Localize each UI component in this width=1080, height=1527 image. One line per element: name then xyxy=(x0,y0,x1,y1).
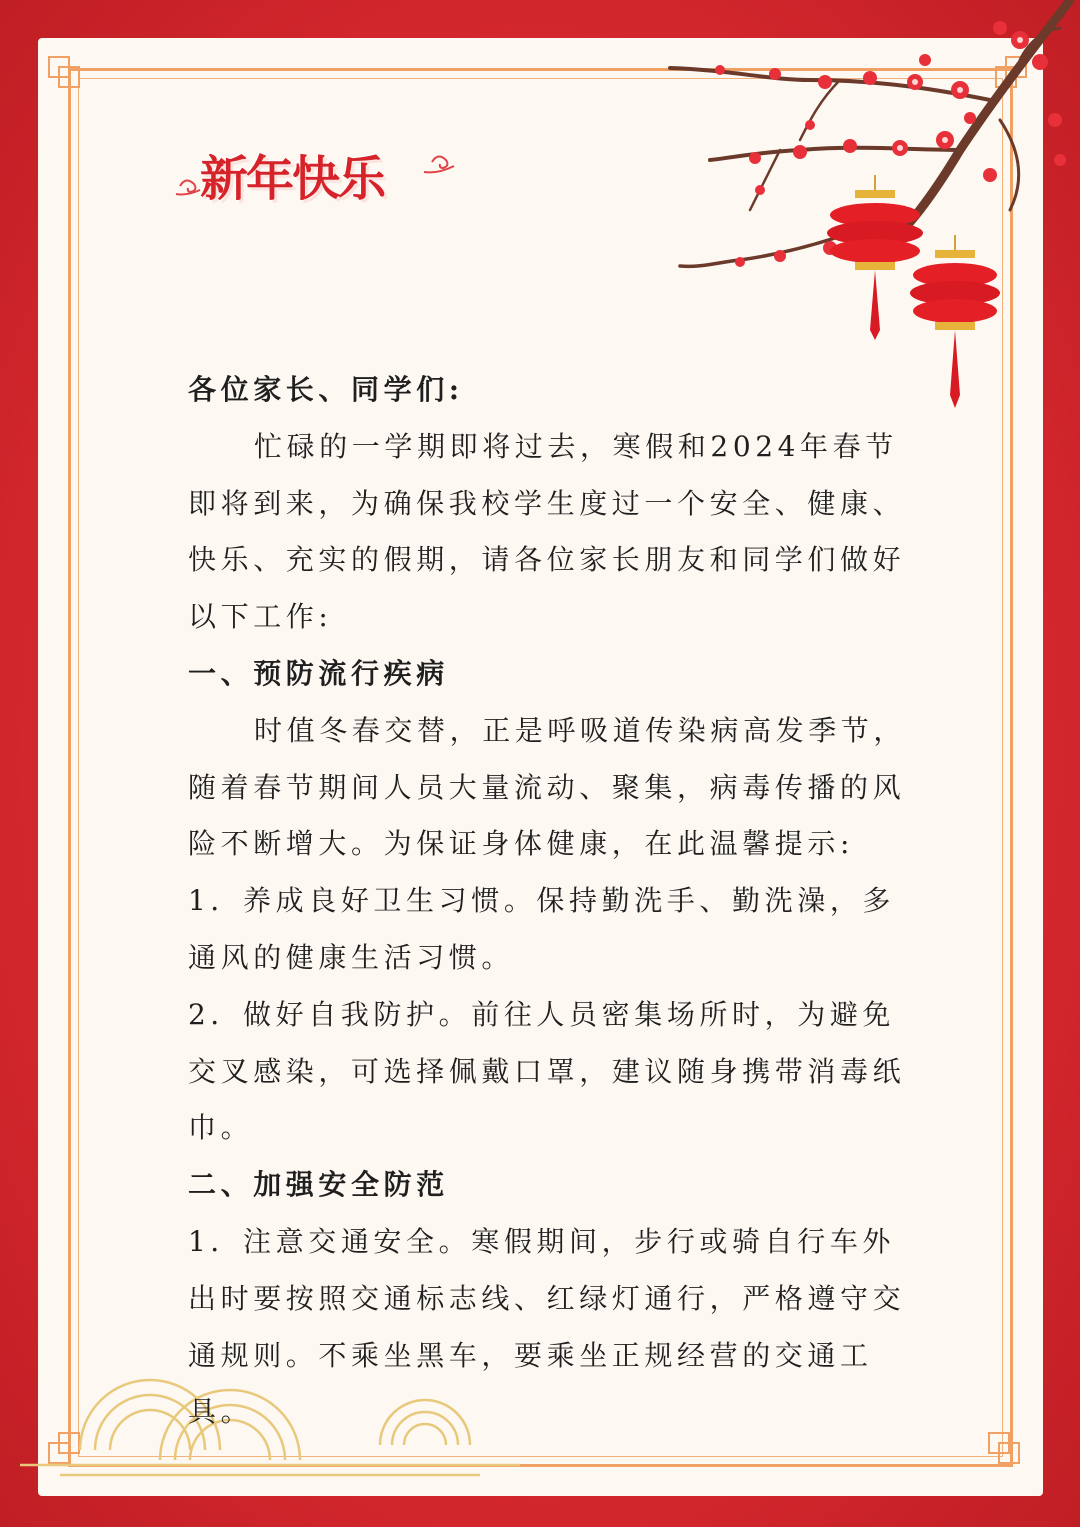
corner-ornament-top-left xyxy=(48,56,88,96)
section-heading-disease: 一、预防流行疾病 xyxy=(188,656,449,690)
disease-item-2: 2．做好自我防护。前往人员密集场所时，为避免交叉感染，可选择佩戴口罩，建议随身携带消毒纸巾。 xyxy=(188,997,906,1145)
plum-blossom-lantern-decoration xyxy=(660,0,1080,420)
happy-new-year-title: 新年快乐 xyxy=(200,151,385,207)
safety-item-1: 1．注意交通安全。寒假期间，步行或骑自行车外出时要按照交通标志线、红绿灯通行，严格遵守交通规则。不乘坐黑车，要乘坐正规经营的交通工具。 xyxy=(188,1224,906,1429)
section-heading-safety: 二、加强安全防范 xyxy=(188,1168,449,1202)
corner-ornament-bottom-right xyxy=(988,1432,1028,1472)
disease-paragraph: 时值冬春交替，正是呼吸道传染病高发季节，随着春节期间人员大量流动、聚集，病毒传播的风险不断增大。为保证身体健康，在此温馨提示: xyxy=(188,713,907,861)
letter-body xyxy=(188,362,923,1441)
disease-item-1: 1．养成良好卫生习惯。保持勤洗手、勤洗澡，多通风的健康生活习惯。 xyxy=(188,884,896,974)
greeting: 各位家长、同学们: xyxy=(188,373,464,406)
intro-paragraph: 忙碌的一学期即将过去，寒假和2024年春节即将到来，为确保我校学生度过一个安全、健康、快乐、充实的假期，请各位家长朋友和同学们做好以下工作: xyxy=(188,429,906,634)
